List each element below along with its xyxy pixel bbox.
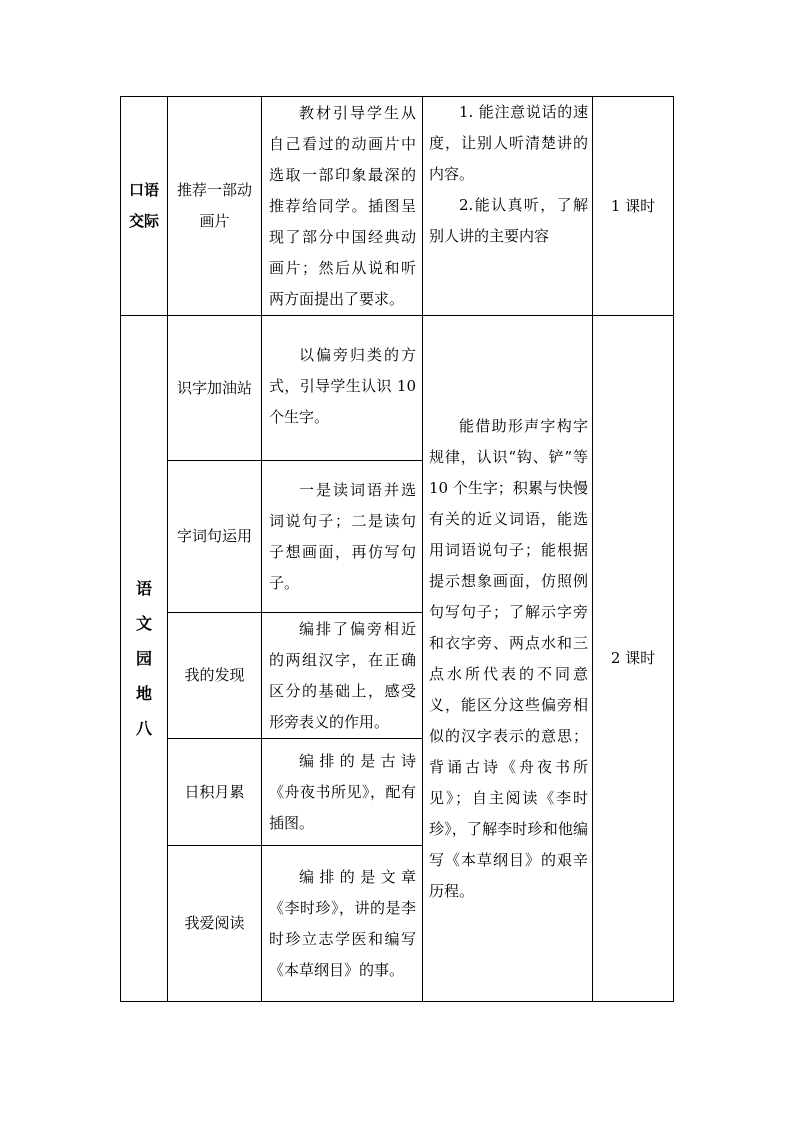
garden-hours-cell — [593, 316, 673, 1001]
garden-description-cell — [262, 613, 422, 738]
garden-description-text: 编排的是古诗《舟夜书所见》，配有插图。 — [269, 751, 416, 832]
garden-description-text: 一是读词语并选词说句子；二是读句子想画面，再仿写句子。 — [269, 480, 416, 592]
garden-description-text: 编排了偏旁相近的两组汉字，在正确区分的基础上，感受形旁表义的作用。 — [269, 619, 416, 731]
category-char: 地 — [135, 684, 152, 703]
garden-description-cell — [262, 316, 422, 460]
garden-item-label: 我爱阅读 — [184, 914, 245, 932]
garden-description-text: 编排的是文章《李时珍》，讲的是李时珍立志学医和编写《本草纲目》的事。 — [269, 867, 416, 979]
oral-goal-1: 1. 能注意说话的速度，让别人听清楚讲的内容。 — [429, 103, 588, 183]
garden-item-cell — [168, 846, 261, 1001]
oral-hours: 1 课时 — [610, 196, 656, 215]
garden-item-label: 识字加油站 — [176, 378, 252, 397]
oral-hours-cell — [593, 97, 673, 315]
garden-goal-text: 能借助形声字构字规律，认识“钩、铲”等 10 个生字；积累与快慢有关的近义词语，能选用词语说句子；能根据提示想象画面，仿照例句写句子；了解示字旁和衣字旁、两点水和三点水所代表的不同意义，能区分这些偏旁相似的汉字表示的意思；背诵古诗《舟夜书所见》；自主阅读《李时珍》，了解李时珍和他编写《本草纲目》的艰辛历程。 — [429, 416, 588, 900]
category-char: 语 — [135, 579, 152, 598]
garden-description-cell — [262, 739, 422, 845]
category-char: 文 — [135, 614, 152, 633]
garden-item-label: 字词句运用 — [176, 527, 252, 545]
table-border-right — [673, 96, 674, 1002]
category-line: 交际 — [128, 212, 159, 230]
oral-description-cell — [262, 97, 422, 315]
oral-category-cell — [121, 97, 167, 315]
garden-category-cell — [121, 316, 167, 1001]
garden-description-cell — [262, 846, 422, 1001]
garden-item-cell — [168, 316, 261, 460]
garden-item-cell — [168, 613, 261, 738]
garden-item-label: 日积月累 — [184, 782, 245, 801]
category-line: 口语 — [128, 181, 159, 199]
table-border-bottom — [120, 1001, 674, 1002]
oral-goal-cell — [423, 97, 592, 315]
garden-description-cell — [262, 461, 422, 612]
item-line: 推荐一部动 — [176, 181, 252, 199]
oral-item-cell — [168, 97, 261, 315]
garden-item-cell — [168, 461, 261, 612]
oral-goal-2: 2.能认真听，了解别人讲的主要内容 — [429, 196, 588, 245]
oral-description-text: 教材引导学生从自己看过的动画片中选取一部印象最深的推荐给同学。插图呈现了部分中国经典动画片；然后从说和听两方面提出了要求。 — [269, 103, 416, 308]
garden-item-cell — [168, 739, 261, 845]
garden-item-label: 我的发现 — [184, 666, 245, 684]
category-char: 八 — [135, 719, 152, 738]
garden-goal-cell — [423, 316, 592, 1001]
item-line: 画片 — [199, 212, 230, 230]
garden-description-text: 以偏旁归类的方式，引导学生认识 10 个生字。 — [269, 346, 416, 426]
category-char: 园 — [135, 649, 152, 668]
garden-hours: 2 课时 — [610, 649, 656, 667]
